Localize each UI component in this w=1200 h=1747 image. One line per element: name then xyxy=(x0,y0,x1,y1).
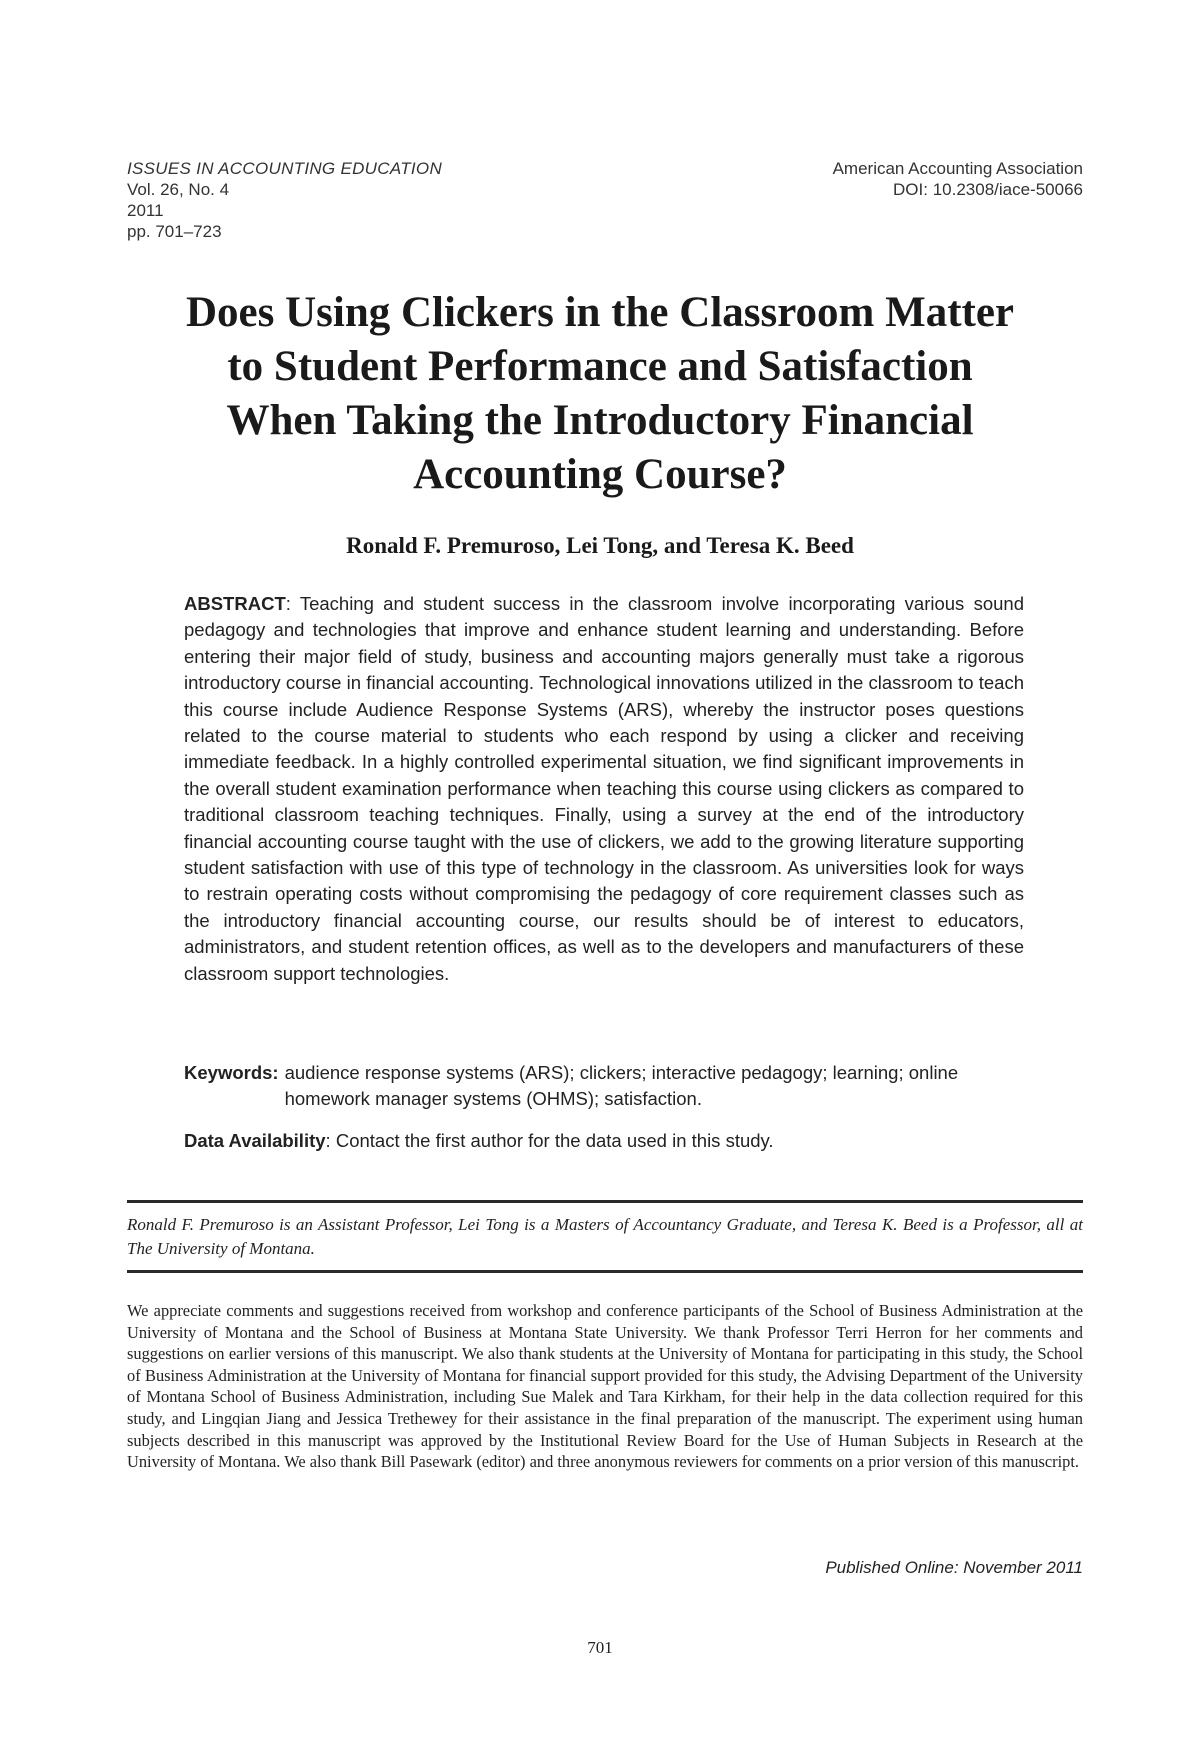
keywords-label-text: Keywords xyxy=(184,1062,273,1083)
page-range: pp. 701–723 xyxy=(127,222,222,241)
title-line: to Student Performance and Satisfaction xyxy=(227,343,973,390)
data-availability-colon: : xyxy=(325,1130,336,1151)
published-online: Published Online: November 2011 xyxy=(825,1558,1083,1577)
data-availability-text: Contact the first author for the data used in this study. xyxy=(335,1130,774,1151)
page-number: 701 xyxy=(587,1638,613,1657)
publication-year: 2011 xyxy=(127,201,164,220)
title-line: Accounting Course? xyxy=(413,451,787,498)
abstract xyxy=(184,591,1024,987)
data-availability xyxy=(184,1128,1024,1154)
author-list: Ronald F. Premuroso, Lei Tong, and Teresa K. Beed xyxy=(346,533,854,558)
author-affiliation: Ronald F. Premuroso is an Assistant Professor, Lei Tong is a Masters of Accountancy Graduate, and Teresa K. Beed is a Professor, all at The University of Montana. xyxy=(127,1215,1083,1258)
divider-bottom xyxy=(127,1270,1083,1273)
abstract-colon: : xyxy=(285,593,300,614)
keywords xyxy=(184,1060,1024,1113)
keywords-label: Keywords: xyxy=(184,1062,279,1083)
abstract-label: ABSTRACT xyxy=(184,593,286,614)
doi: DOI: 10.2308/iace-50066 xyxy=(893,180,1083,199)
volume-issue: Vol. 26, No. 4 xyxy=(127,180,230,199)
article-title xyxy=(100,286,1100,502)
divider-top xyxy=(127,1200,1083,1203)
journal-name: ISSUES IN ACCOUNTING EDUCATION xyxy=(127,159,443,178)
title-line: When Taking the Introductory Financial xyxy=(226,397,974,444)
acknowledgments: We appreciate comments and suggestions received from workshop and conference participants of the School of Business Administration at the University of Montana and the School of Business at Montana State University. We thank Professor Terri Herron for her comments and suggestions on earlier versions of this manuscript. We also thank students at the University of Montana for participating in this study, the School of Business Administration at the University of Montana for financial support provided for this study, the Advising Department of the University of Montana School of Business Administration, including Sue Malek and Tara Kirkham, for their help in the data collection required for this study, and Lingqian Jiang and Jessica Trethewey for their assistance in the final preparation of the manuscript. The experiment using human subjects described in this manuscript was approved by the Institutional Review Board for the Use of Human Subjects in Research at the University of Montana. We also thank Bill Pasewark (editor) and three anonymous reviewers for comments on a prior version of this manuscript. xyxy=(127,1301,1083,1472)
publisher-name: American Accounting Association xyxy=(832,159,1083,178)
citation-block xyxy=(127,158,442,242)
title-line: Does Using Clickers in the Classroom Matter xyxy=(185,289,1015,336)
data-availability-label: Data Availability xyxy=(184,1130,326,1151)
keywords-text: audience response systems (ARS); clickers; interactive pedagogy; learning; online homework manager systems (OHMS); satisfaction. xyxy=(284,1062,959,1110)
publisher-block xyxy=(833,158,1083,200)
abstract-text: Teaching and student success in the classroom involve incorporating various sound pedagogy and technologies that improve and enhance student learning and understanding. Before entering their major field of study, business and accounting majors generally must take a rigorous introductory course in financial accounting. Technological innovations utilized in the classroom to teach this course include Audience Response Systems (ARS), whereby the instructor poses questions related to the course material to students who each respond by using a clicker and receiving immediate feedback. In a highly controlled experimental situation, we find significant improvements in the overall student examination performance when teaching this course using clickers as compared to traditional classroom teaching techniques. Finally, using a survey at the end of the introductory financial accounting course taught with the use of clickers, we add to the growing literature supporting student satisfaction with use of this type of technology in the classroom. As universities look for ways to restrain operating costs without compromising the pedagogy of core requirement classes such as the introductory financial accounting course, our results should be of interest to educators, administrators, and student retention offices, as well as to the developers and manufacturers of these classroom support technologies. xyxy=(184,593,1024,984)
